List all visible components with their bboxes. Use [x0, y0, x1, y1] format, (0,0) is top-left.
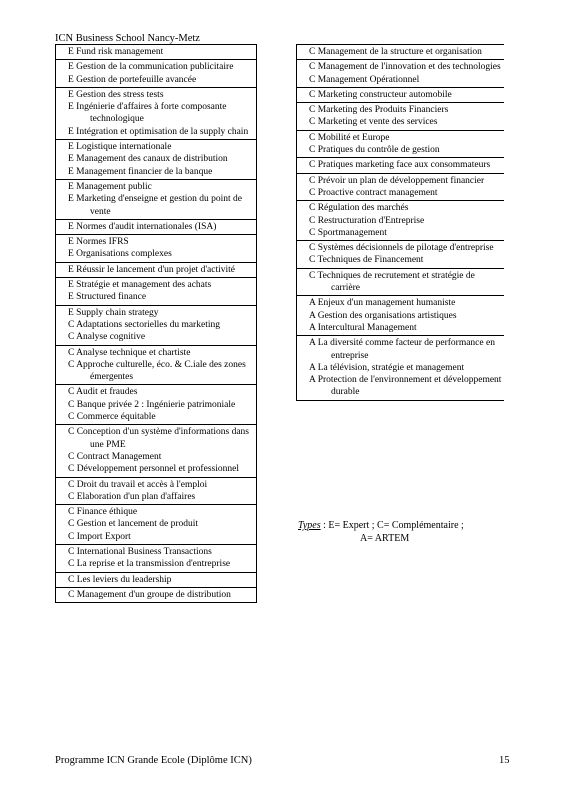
course-item	[297, 374, 504, 399]
course-name: C Management d'un groupe de distribution	[68, 589, 231, 600]
legend-label: Types	[298, 520, 321, 531]
page-number: 15	[499, 755, 510, 766]
course-name: C Prévoir un plan de développement financier	[309, 175, 485, 186]
course-name: C Analyse cognitive	[68, 332, 146, 343]
course-item	[56, 506, 256, 518]
course-group	[296, 240, 504, 269]
course-group	[296, 335, 504, 400]
course-group	[55, 139, 257, 180]
course-group	[55, 219, 257, 235]
course-name: E Fund risk management	[68, 47, 164, 57]
course-item	[297, 362, 504, 374]
course-group	[296, 59, 504, 88]
course-group	[55, 277, 257, 306]
course-name: C Gestion et lancement de produit	[68, 519, 199, 530]
course-name: C Management de la structure et organisation	[309, 47, 482, 57]
course-name: C Approche culturelle, éco. & C.iale des zones émergentes	[68, 359, 246, 383]
course-item	[56, 531, 256, 543]
course-name: C Management Opérationnel	[309, 74, 420, 85]
course-group	[55, 44, 257, 60]
course-name: C International Business Transactions	[68, 546, 212, 557]
course-group	[296, 200, 504, 241]
course-item	[56, 426, 256, 451]
course-item	[297, 46, 504, 58]
course-item	[297, 322, 504, 334]
course-item	[297, 132, 504, 144]
course-item	[56, 359, 256, 384]
course-group	[55, 544, 257, 573]
course-item	[56, 89, 256, 101]
course-item	[297, 187, 504, 199]
course-group	[296, 102, 504, 131]
course-name: C Les leviers du leadership	[68, 574, 172, 585]
course-item	[56, 451, 256, 463]
course-list-right	[296, 45, 504, 401]
course-item	[56, 221, 256, 233]
course-name: C Techniques de recrutement et stratégie de carrière	[309, 270, 475, 294]
course-name: A Protection de l'environnement et développement durable	[309, 375, 502, 398]
course-item	[56, 279, 256, 291]
course-group	[296, 268, 504, 297]
course-name: C Analyse technique et chartiste	[68, 347, 191, 358]
course-item	[297, 242, 504, 254]
course-name: E Ingénierie d'affaires à forte composante technologique	[68, 102, 227, 125]
course-item	[297, 227, 504, 239]
course-name: E Organisations complexes	[68, 249, 172, 260]
course-item	[56, 264, 256, 276]
course-name: C Banque privée 2 : Ingénierie patrimoniale	[68, 399, 236, 410]
course-name: C Contract Management	[68, 451, 162, 462]
course-item	[56, 574, 256, 586]
legend-line-2: A= ARTEM	[360, 533, 410, 544]
course-name: C Proactive contract management	[309, 187, 438, 198]
course-name: C Marketing constructeur automobile	[309, 89, 452, 100]
course-group	[55, 262, 257, 278]
course-item	[297, 337, 504, 362]
course-group	[55, 234, 257, 263]
course-item	[297, 202, 504, 214]
course-group	[296, 87, 504, 103]
course-name: A La télévision, stratégie et management	[309, 362, 465, 373]
course-list-left	[55, 45, 257, 603]
course-name: E Gestion de portefeuille avancée	[68, 74, 197, 85]
course-name: A La diversité comme facteur de performance en entreprise	[309, 338, 495, 361]
course-name: C Pratiques marketing face aux consommateurs	[309, 160, 491, 171]
course-group	[296, 130, 504, 159]
course-name: C Droit du travail et accès à l'emploi	[68, 479, 208, 490]
legend-line-1: : E= Expert ; C= Complémentaire ;	[320, 520, 464, 531]
course-name: C Audit et fraudes	[68, 387, 138, 398]
course-group	[55, 424, 257, 477]
course-item	[56, 236, 256, 248]
course-name: E Intégration et optimisation de la supply chain	[68, 126, 249, 137]
course-item	[56, 126, 256, 138]
course-name: E Stratégie et management des achats	[68, 280, 212, 291]
course-name: C Mobilité et Europe	[309, 132, 390, 143]
course-name: E Management financier de la banque	[68, 166, 213, 177]
types-legend	[298, 519, 513, 545]
course-item	[56, 518, 256, 530]
course-group	[55, 504, 257, 545]
course-name: E Normes IFRS	[68, 237, 129, 248]
course-item	[56, 589, 256, 601]
course-group	[55, 305, 257, 346]
course-item	[56, 153, 256, 165]
course-item	[297, 270, 504, 295]
course-item	[56, 319, 256, 331]
course-group	[55, 87, 257, 140]
course-group	[296, 44, 504, 60]
course-item	[56, 491, 256, 503]
document-header: ICN Business School Nancy-Metz	[55, 33, 200, 44]
course-name: C La reprise et la transmission d'entreprise	[68, 559, 231, 570]
course-name: C Management de l'innovation et des technologies	[309, 62, 501, 73]
course-group	[55, 587, 257, 603]
course-item	[56, 181, 256, 193]
course-item	[56, 101, 256, 126]
course-group	[296, 295, 504, 336]
course-item	[56, 479, 256, 491]
course-item	[56, 558, 256, 570]
course-name: C Commerce équitable	[68, 412, 156, 423]
course-item	[56, 307, 256, 319]
course-name: E Gestion des stress tests	[68, 89, 164, 100]
course-name: E Structured finance	[68, 292, 147, 303]
course-item	[297, 116, 504, 128]
course-item	[297, 144, 504, 156]
course-name: C Marketing et vente des services	[309, 117, 438, 128]
course-name: C Conception d'un système d'informations dans une PME	[68, 427, 250, 450]
course-item	[56, 166, 256, 178]
course-item	[56, 546, 256, 558]
course-item	[56, 411, 256, 423]
course-name: E Réussir le lancement d'un projet d'activité	[68, 264, 235, 275]
course-item	[297, 297, 504, 309]
course-name: C Pratiques du contrôle de gestion	[309, 145, 440, 156]
course-group	[55, 59, 257, 88]
course-item	[56, 61, 256, 73]
course-name: E Supply chain strategy	[68, 307, 159, 318]
course-group	[55, 572, 257, 588]
course-group	[55, 179, 257, 220]
course-name: C Restructuration d'Entreprise	[309, 215, 425, 226]
course-name: C Adaptations sectorielles du marketing	[68, 319, 220, 330]
course-item	[297, 175, 504, 187]
course-item	[56, 248, 256, 260]
course-name: C Elaboration d'un plan d'affaires	[68, 491, 196, 502]
course-item	[56, 141, 256, 153]
course-item	[297, 89, 504, 101]
course-name: E Logistique internationale	[68, 142, 172, 153]
course-group	[55, 384, 257, 425]
course-item	[56, 386, 256, 398]
course-name: E Gestion de la communication publicitaire	[68, 62, 234, 73]
course-name: E Normes d'audit internationales (ISA)	[68, 221, 217, 232]
course-group	[55, 477, 257, 506]
course-item	[56, 46, 256, 58]
course-item	[297, 159, 504, 171]
footer-program: Programme ICN Grande Ecole (Diplôme ICN)	[55, 755, 252, 766]
course-name: C Régulation des marchés	[309, 203, 409, 214]
course-group	[296, 157, 504, 173]
course-name: C Techniques de Financement	[309, 255, 424, 266]
course-item	[56, 347, 256, 359]
course-name: A Enjeux d'un management humaniste	[309, 298, 456, 309]
course-name: C Systèmes décisionnels de pilotage d'entreprise	[309, 243, 494, 254]
course-name: C Import Export	[68, 531, 131, 542]
course-name: E Marketing d'enseigne et gestion du point de vente	[68, 194, 242, 217]
course-name: C Développement personnel et professionnel	[68, 464, 239, 475]
course-item	[56, 399, 256, 411]
course-name: E Management des canaux de distribution	[68, 154, 228, 165]
course-name: A Gestion des organisations artistiques	[309, 310, 457, 321]
course-item	[297, 104, 504, 116]
course-item	[297, 74, 504, 86]
course-name: C Finance éthique	[68, 507, 138, 518]
course-name: A Intercultural Management	[309, 322, 417, 333]
course-item	[297, 310, 504, 322]
course-item	[56, 463, 256, 475]
course-group	[296, 173, 504, 202]
course-item	[56, 193, 256, 218]
course-group	[55, 345, 257, 386]
course-name: C Marketing des Produits Financiers	[309, 105, 449, 116]
course-name: E Management public	[68, 181, 152, 192]
course-item	[56, 331, 256, 343]
course-name: C Sportmanagement	[309, 227, 387, 238]
course-item	[297, 254, 504, 266]
course-item	[56, 74, 256, 86]
course-item	[56, 291, 256, 303]
course-item	[297, 215, 504, 227]
course-item	[297, 61, 504, 73]
